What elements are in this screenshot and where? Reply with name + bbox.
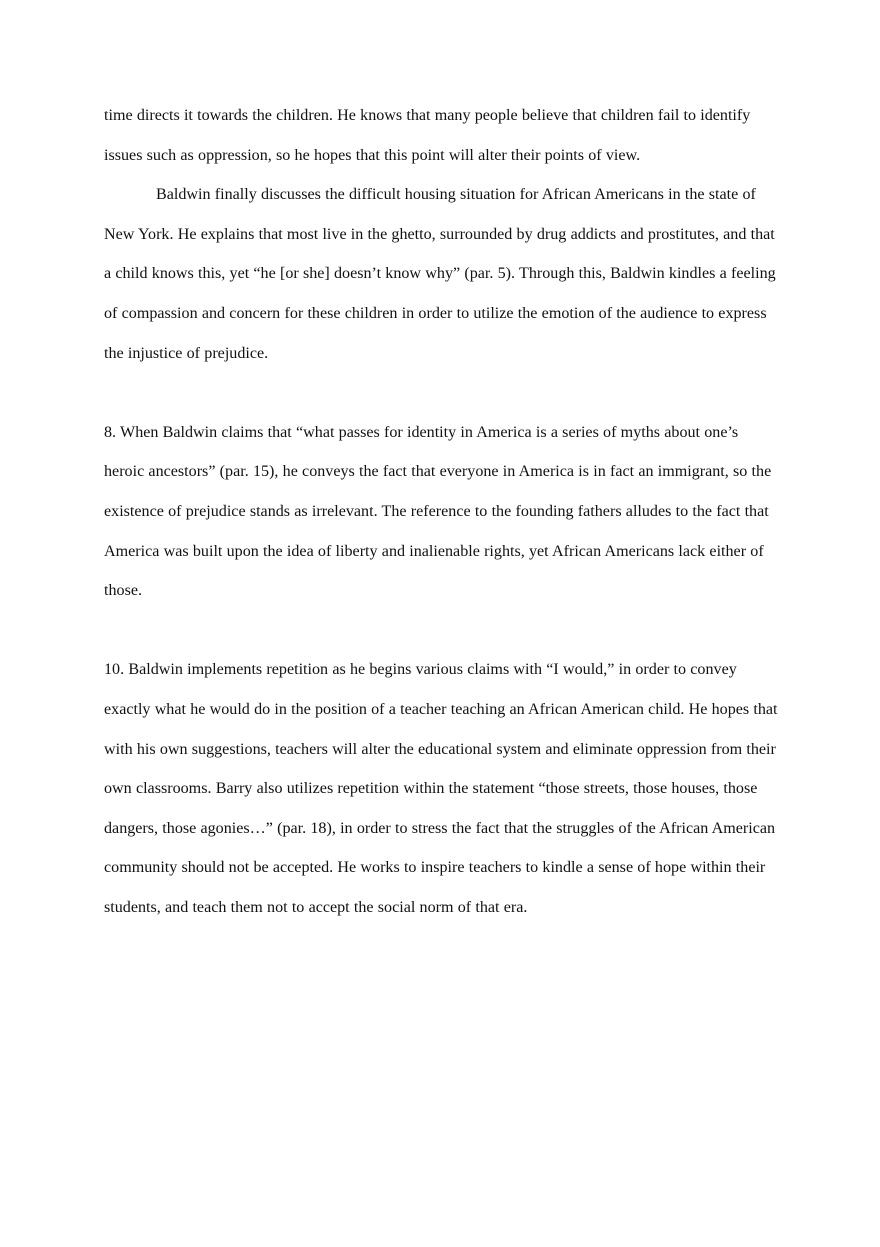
document-body <box>104 96 780 927</box>
answer-8: 8. When Baldwin claims that “what passes for identity in America is a series of myths about one’s heroic ancestors” (par. 15), he conveys the fact that everyone in America is in fact an immigrant, so the existence of prejudice stands as irrelevant. The reference to the founding fathers alludes to the fact that America was built upon the idea of liberty and inalienable rights, yet African Americans lack either of those. <box>104 423 772 600</box>
answer-10: 10. Baldwin implements repetition as he begins various claims with “I would,” in order to convey exactly what he would do in the position of a teacher teaching an African American child. He hopes that with his own suggestions, teachers will alter the educational system and eliminate oppression from their own classrooms. Barry also utilizes repetition within the statement “those streets, those houses, those dangers, those agonies…” (par. 18), in order to stress the fact that the struggles of the African American community should not be accepted. He works to inspire teachers to kindle a sense of hope within their students, and teach them not to accept the social norm of that era. <box>104 661 778 916</box>
paragraph-housing-situation: Baldwin finally discusses the difficult housing situation for African Americans in the state of New York. He explains that most live in the ghetto, surrounded by drug addicts and prostitutes, and that a child knows this, yet “he [or she] doesn’t know why” (par. 5). Through this, Baldwin kindles a feeling of compassion and concern for these children in order to utilize the emotion of the audience to express the injustice of prejudice. <box>104 186 776 362</box>
paragraph-continuation: time directs it towards the children. He knows that many people believe that children fail to identify issues such as oppression, so he hopes that this point will alter their points of view. <box>104 107 751 164</box>
